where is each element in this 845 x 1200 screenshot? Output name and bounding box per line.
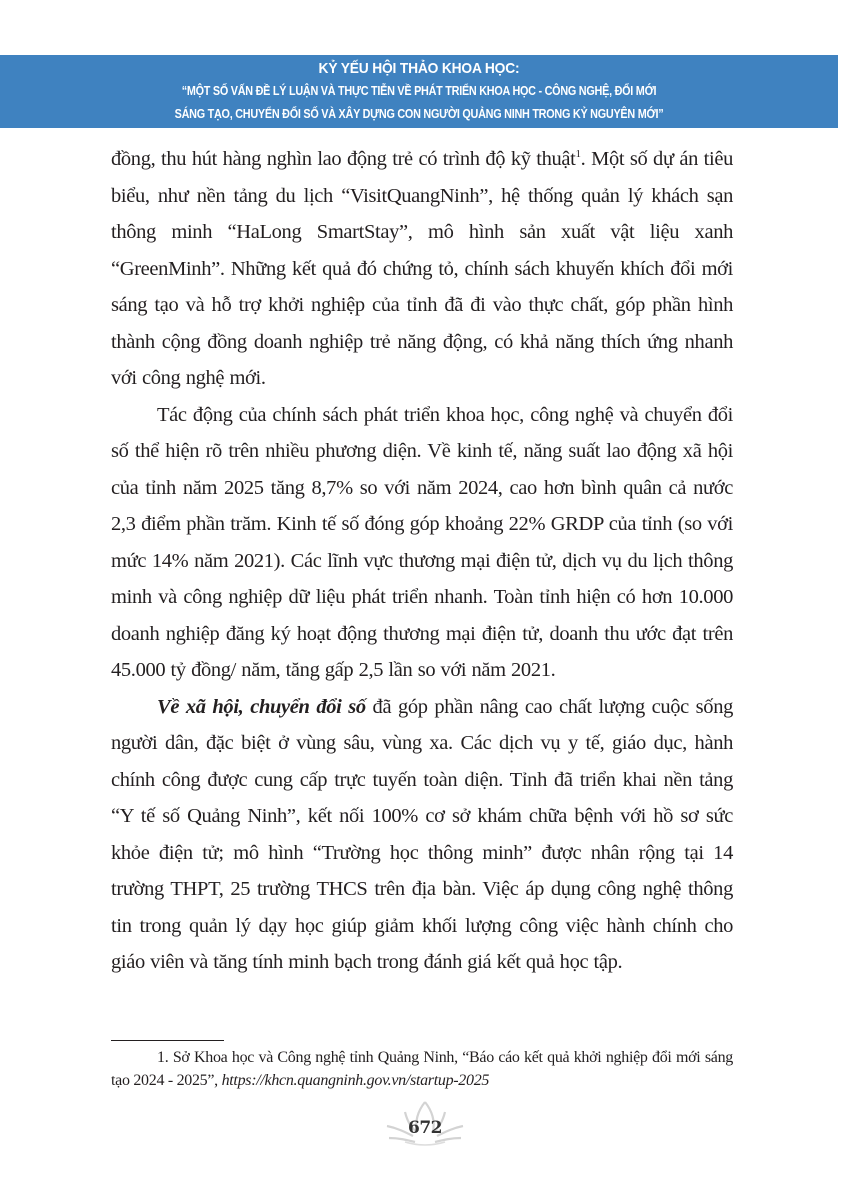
paragraph-3 (111, 689, 733, 981)
body-text (111, 141, 733, 981)
paragraph-1 (111, 141, 733, 397)
header-subtitle-line-1: “MỘT SỐ VẤN ĐỀ LÝ LUẬN VÀ THỰC TIỄN VỀ PHÁT TRIỂN KHOA HỌC - CÔNG NGHỆ, ĐỔI MỚI (181, 84, 657, 98)
footnote-number: 1. (157, 1049, 169, 1066)
footnote (111, 1047, 733, 1092)
header-subtitle-line-2: SÁNG TẠO, CHUYỂN ĐỔI SỐ VÀ XÂY DỰNG CON NGƯỜI QUẢNG NINH TRONG KỶ NGUYÊN MỚI” (174, 107, 664, 121)
page-footer (375, 1098, 475, 1150)
page-number: 672 (408, 1118, 442, 1138)
paragraph-2: Tác động của chính sách phát triển khoa học, công nghệ và chuyển đổi số thể hiện rõ trên nhiều phương diện. Về kinh tế, năng suất lao động xã hội của tỉnh năm 2025 tăng 8,7% so với năm 2024, cao hơn bình quân cả nước 2,3 điểm phần trăm. Kinh tế số đóng góp khoảng 22% GRDP của tỉnh (so với mức 14% năm 2021). Các lĩnh vực thương mại điện tử, dịch vụ du lịch thông minh và công nghiệp dữ liệu phát triển nhanh. Toàn tỉnh hiện có hơn 10.000 doanh nghiệp đăng ký hoạt động thương mại điện tử, doanh thu ước đạt trên 45.000 tỷ đồng/ năm, tăng gấp 2,5 lần so với năm 2021. (111, 403, 733, 681)
footnote-separator (111, 1040, 224, 1041)
header-title: KỶ YẾU HỘI THẢO KHOA HỌC: (318, 60, 520, 77)
footnote-reference[interactable]: 1 (575, 148, 581, 160)
paragraph-3-text: đã góp phần nâng cao chất lượng cuộc sống người dân, đặc biệt ở vùng sâu, vùng xa. Các dịch vụ y tế, giáo dục, hành chính công được cung cấp trực tuyến toàn diện. Tỉnh đã triển khai nền tảng “Y tế số Quảng Ninh”, kết nối 100% cơ sở khám chữa bệnh với hồ sơ sức khỏe điện tử; mô hình “Trường học thông minh” được nhân rộng tại 14 trường THPT, 25 trường THCS trên địa bàn. Việc áp dụng công nghệ thông tin trong quản lý dạy học giúp giảm khối lượng công việc hành chính cho giáo viên và tăng tính minh bạch trong đánh giá kết quả học tập. (111, 695, 733, 973)
footnote-text: Sở Khoa học và Công nghệ tỉnh Quảng Ninh, “Báo cáo kết quả khởi nghiệp đổi mới sáng tạo 2024 - 2025”, (111, 1049, 733, 1089)
header-banner (0, 55, 838, 128)
paragraph-3-emphasis: Về xã hội, chuyển đổi số (157, 695, 366, 718)
paragraph-1-text-b: . Một số dự án tiêu biểu, như nền tảng du lịch “VisitQuangNinh”, hệ thống quản lý khách sạn thông minh “HaLong SmartStay”, mô hình sản xuất vật liệu xanh “GreenMinh”. Những kết quả đó chứng tỏ, chính sách khuyến khích đổi mới sáng tạo và hỗ trợ khởi nghiệp của tỉnh đã đi vào thực chất, góp phần hình thành cộng đồng doanh nghiệp trẻ năng động, có khả năng thích ứng nhanh với công nghệ mới. (111, 148, 734, 389)
footnote-url[interactable]: https://khcn.quangninh.gov.vn/startup-2025 (221, 1071, 490, 1089)
paragraph-1-text-a: đồng, thu hút hàng nghìn lao động trẻ có trình độ kỹ thuật (111, 148, 576, 170)
